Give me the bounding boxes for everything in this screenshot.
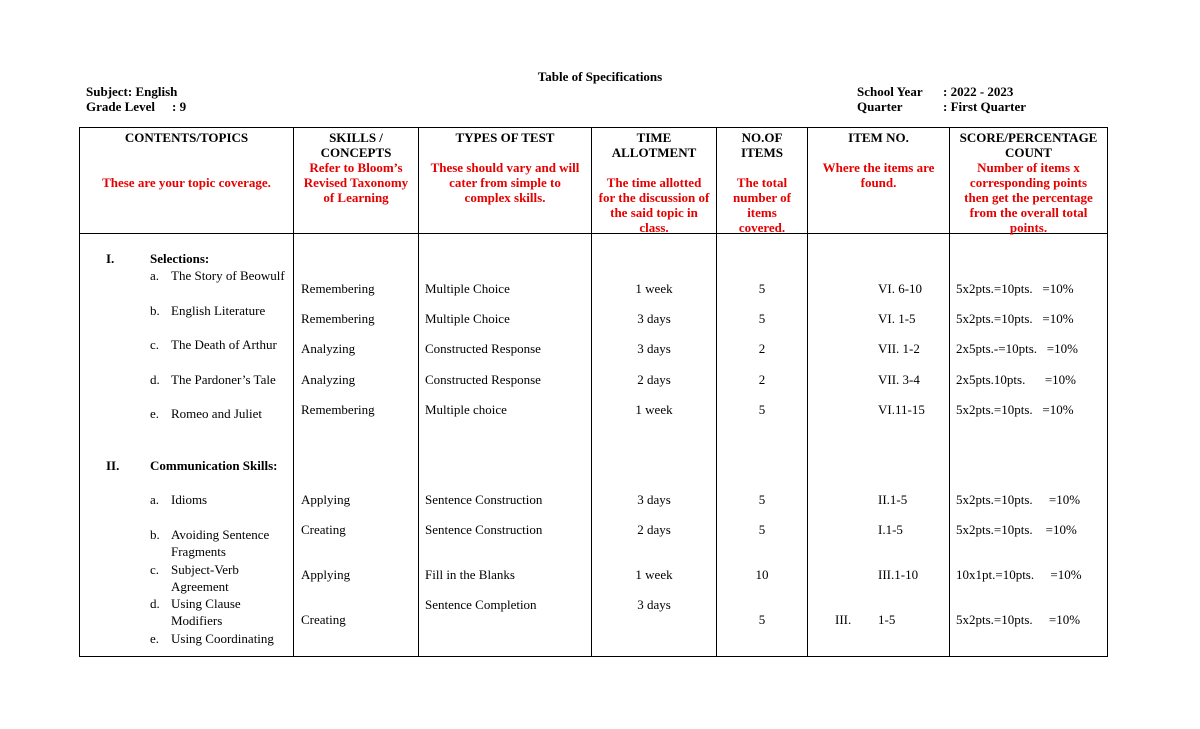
cell-items: 5 [758, 522, 766, 537]
header-note: Revised Taxonomy [303, 175, 409, 190]
header-note: corresponding points [969, 175, 1088, 190]
cell-test-type: Multiple Choice [425, 311, 510, 326]
cell-items: 5 [758, 311, 766, 326]
table-column-divider [807, 127, 808, 657]
header-note: found. [860, 175, 897, 190]
topic-text: Avoiding Sentence [171, 527, 270, 542]
header-title: SKILLS / [329, 130, 383, 145]
topic-letter: b. [150, 527, 160, 542]
cell-time: 3 days [637, 311, 671, 326]
page-title: Table of Specifications [537, 69, 663, 84]
section-numeral: I. [106, 251, 115, 266]
header-item-no [808, 130, 949, 190]
header-note: then get the percentage [964, 190, 1093, 205]
section-title: Selections: [150, 251, 210, 266]
cell-items: 5 [758, 492, 766, 507]
subject-label: Subject: English [86, 84, 178, 99]
table-column-divider [79, 127, 80, 657]
quarter-label: Quarter [857, 99, 903, 114]
header-time-allotment [592, 130, 716, 235]
topic-text: Romeo and Juliet [171, 406, 262, 421]
topic-letter: c. [150, 562, 160, 577]
header-title: TYPES OF TEST [455, 130, 555, 145]
header-note: for the discussion of [598, 190, 710, 205]
cell-time: 2 days [637, 372, 671, 387]
topic-letter: e. [150, 631, 160, 646]
header-title: ALLOTMENT [611, 145, 697, 160]
topic-text: English Literature [171, 303, 266, 318]
topic-letter: c. [150, 337, 160, 352]
cell-item-no-numeral: III. [835, 612, 852, 627]
cell-time: 1 week [635, 567, 673, 582]
cell-score: 5x2pts.=10pts. =10% [956, 612, 1081, 627]
cell-time: 2 days [637, 522, 671, 537]
header-note: class. [639, 220, 669, 235]
cell-item-no: VI.11-15 [878, 402, 925, 417]
header-title: SCORE/PERCENTAGE [959, 130, 1098, 145]
header-title: CONCEPTS [320, 145, 392, 160]
cell-score: 5x2pts.=10pts. =10% [956, 522, 1077, 537]
cell-skill: Remembering [301, 281, 375, 296]
topic-text: Modifiers [171, 613, 223, 628]
header-note: complex skills. [464, 190, 546, 205]
cell-items: 10 [755, 567, 769, 582]
topic-letter: a. [150, 492, 160, 507]
school-year-value: : 2022 - 2023 [943, 84, 1014, 99]
topic-text: Idioms [171, 492, 208, 507]
header-note: cater from simple to [449, 175, 561, 190]
cell-score: 5x2pts.=10pts. =10% [956, 402, 1074, 417]
header-skills-concepts [294, 130, 418, 205]
header-score-percentage [950, 130, 1107, 235]
cell-test-type: Constructed Response [425, 372, 541, 387]
cell-items: 2 [758, 341, 766, 356]
header-title: NO.OF [741, 130, 783, 145]
cell-skill: Analyzing [301, 341, 356, 356]
header-title: ITEMS [741, 145, 783, 160]
school-year-label: School Year [857, 84, 923, 99]
header-note: These should vary and will [430, 160, 580, 175]
header-no-of-items [717, 130, 807, 235]
table-column-divider [293, 127, 294, 657]
cell-score: 5x2pts.=10pts. =10% [956, 311, 1074, 326]
topic-text: Using Coordinating [171, 631, 274, 646]
topic-letter: a. [150, 268, 160, 283]
topic-letter: d. [150, 596, 160, 611]
header-title: CONTENTS/TOPICS [124, 130, 249, 145]
header-note: number of [733, 190, 791, 205]
header-note: items [747, 205, 777, 220]
cell-test-type: Sentence Construction [425, 522, 543, 537]
cell-item-no: I.1-5 [878, 522, 903, 537]
cell-item-no: VII. 3-4 [878, 372, 920, 387]
cell-skill: Remembering [301, 311, 375, 326]
header-note: The time allotted [606, 175, 702, 190]
table-column-divider [1107, 127, 1108, 657]
cell-skill: Applying [301, 492, 351, 507]
cell-score: 10x1pt.=10pts. =10% [956, 567, 1082, 582]
header-note: of Learning [323, 190, 389, 205]
cell-item-no: VI. 1-5 [878, 311, 916, 326]
cell-items: 2 [758, 372, 766, 387]
header-note: Refer to Bloom’s [309, 160, 403, 175]
topic-letter: b. [150, 303, 160, 318]
cell-test-type: Multiple Choice [425, 281, 510, 296]
cell-item-no: VI. 6-10 [878, 281, 923, 296]
table-column-divider [418, 127, 419, 657]
header-title: TIME [636, 130, 672, 145]
header-title: COUNT [1005, 145, 1052, 160]
topic-text: The Death of Arthur [171, 337, 277, 352]
cell-time: 1 week [635, 402, 673, 417]
topic-letter: d. [150, 372, 160, 387]
table-border-bottom [79, 656, 1108, 657]
cell-items: 5 [758, 281, 766, 296]
topic-letter: e. [150, 406, 160, 421]
cell-time: 3 days [637, 341, 671, 356]
cell-items: 5 [758, 612, 766, 627]
cell-skill: Creating [301, 522, 346, 537]
cell-item-no: 1-5 [878, 612, 896, 627]
cell-test-type: Constructed Response [425, 341, 541, 356]
topic-text: Subject-Verb [171, 562, 239, 577]
cell-item-no: II.1-5 [878, 492, 908, 507]
cell-score: 5x2pts.=10pts. =10% [956, 281, 1074, 296]
topic-text: The Pardoner’s Tale [171, 372, 276, 387]
header-contents-topics [80, 130, 293, 190]
cell-time: 3 days [637, 597, 671, 612]
cell-test-type: Sentence Construction [425, 492, 543, 507]
cell-item-no: VII. 1-2 [878, 341, 920, 356]
quarter-value: : First Quarter [943, 99, 1027, 114]
header-note: covered. [738, 220, 786, 235]
cell-score: 5x2pts.=10pts. =10% [956, 492, 1081, 507]
topic-text: Agreement [171, 579, 229, 594]
header-note: Where the items are [822, 160, 935, 175]
header-note: The total [736, 175, 788, 190]
topic-text: Fragments [171, 544, 226, 559]
header-note: Number of items x [977, 160, 1080, 175]
header-note: from the overall total [969, 205, 1088, 220]
cell-skill: Analyzing [301, 372, 356, 387]
topic-text: Using Clause [171, 596, 241, 611]
cell-score: 2x5pts.-=10pts. =10% [956, 341, 1078, 356]
cell-item-no: III.1-10 [878, 567, 919, 582]
topic-text: The Story of Beowulf [171, 268, 285, 283]
section-title: Communication Skills: [150, 458, 278, 473]
header-title: ITEM NO. [848, 130, 909, 145]
header-note: These are your topic coverage. [102, 175, 271, 190]
cell-test-type: Fill in the Blanks [425, 567, 515, 582]
header-note: points. [1009, 220, 1048, 235]
cell-skill: Remembering [301, 402, 375, 417]
header-types-of-test [419, 130, 591, 205]
cell-skill: Creating [301, 612, 346, 627]
header-note: the said topic in [610, 205, 698, 220]
cell-skill: Applying [301, 567, 351, 582]
cell-items: 5 [758, 402, 766, 417]
cell-time: 3 days [637, 492, 671, 507]
table-border-top [79, 127, 1108, 128]
cell-score: 2x5pts.10pts. =10% [956, 372, 1077, 387]
section-numeral: II. [106, 458, 120, 473]
cell-test-type: Sentence Completion [425, 597, 537, 612]
grade-level-label: Grade Level [86, 99, 155, 114]
grade-level-value: : 9 [172, 99, 187, 114]
cell-time: 1 week [635, 281, 673, 296]
cell-test-type: Multiple choice [425, 402, 507, 417]
